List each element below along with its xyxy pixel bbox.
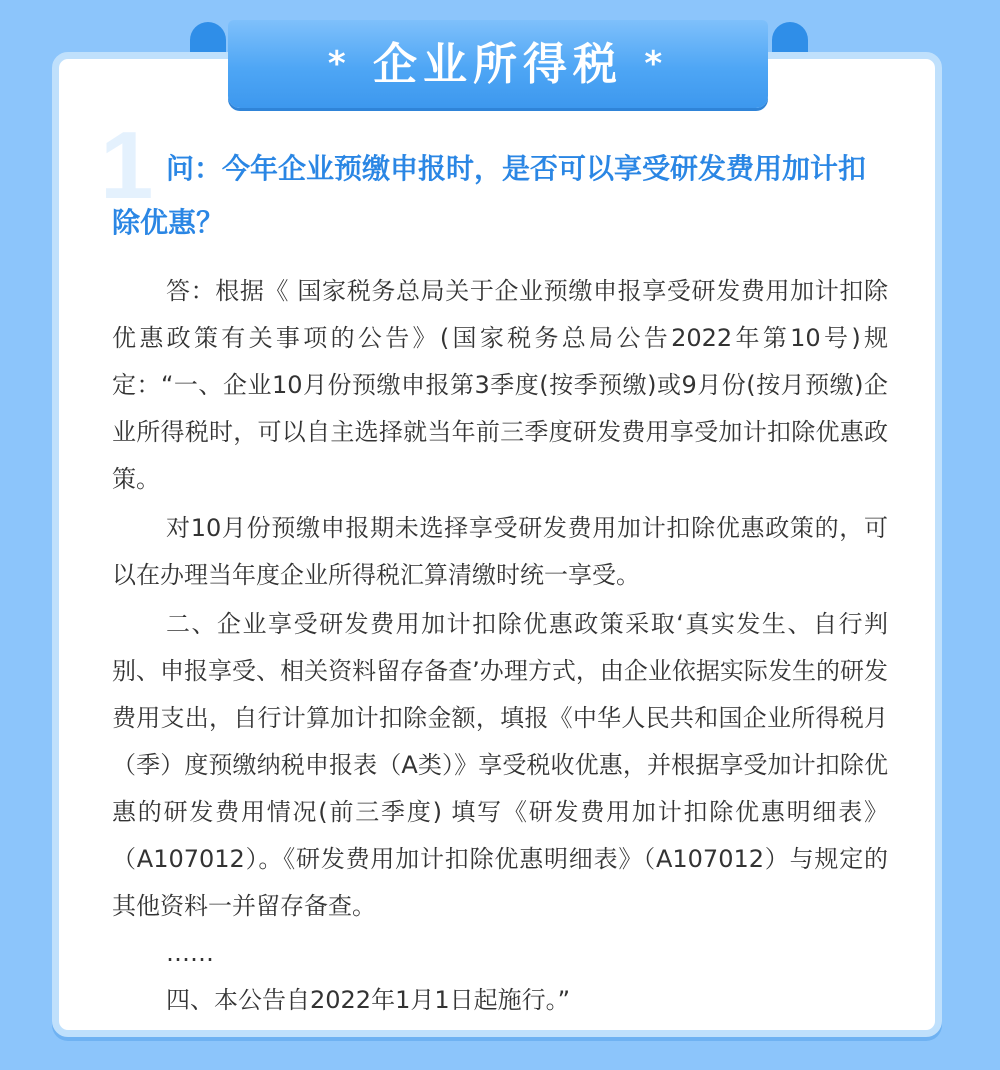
answer-paragraph: 对10月份预缴申报期未选择享受研发费用加计扣除优惠政策的，可以在办理当年度企业所得税汇算清缴时统一享受。: [112, 514, 888, 589]
answer-paragraph: 二、企业享受研发费用加计扣除优惠政策采取‘真实发生、自行判别、申报享受、相关资料留存备查’办理方式，由企业依据实际发生的研发费用支出，自行计算加计扣除金额，填报《中华人民共和国企业所得税月（季）度预缴纳税申报表（A类）》享受税收优惠，并根据享受加计扣除优惠的研发费用情况(前三季度) 填写《研发费用加计扣除优惠明细表》（A107012）。《研发费用加计扣除优惠明细表》（A107012）与规定的其他资料一并留存备查。: [112, 610, 888, 920]
answer-ellipsis: ……: [166, 939, 214, 967]
title-banner: [228, 20, 768, 108]
answer-paragraph: 四、本公告自2022年1月1日起施行。”: [166, 986, 571, 1014]
banner-title: 企业所得税: [373, 39, 623, 90]
star-right-icon: *: [644, 44, 669, 84]
question-heading: 问：今年企业预缴申报时，是否可以享受研发费用加计扣除优惠？: [112, 152, 867, 239]
answer-paragraph: 答：根据《 国家税务总局关于企业预缴申报享受研发费用加计扣除优惠政策有关事项的公告》(国家税务总局公告2022年第10号)规定：“一、企业10月份预缴申报第3季度(按季预缴)或9月份(按月预缴)企业所得税时，可以自主选择就当年前三季度研发费用享受加计扣除优惠政策。: [112, 277, 888, 493]
star-left-icon: *: [327, 44, 352, 84]
question-number: 1: [100, 112, 154, 219]
answer-body: [112, 268, 888, 1024]
